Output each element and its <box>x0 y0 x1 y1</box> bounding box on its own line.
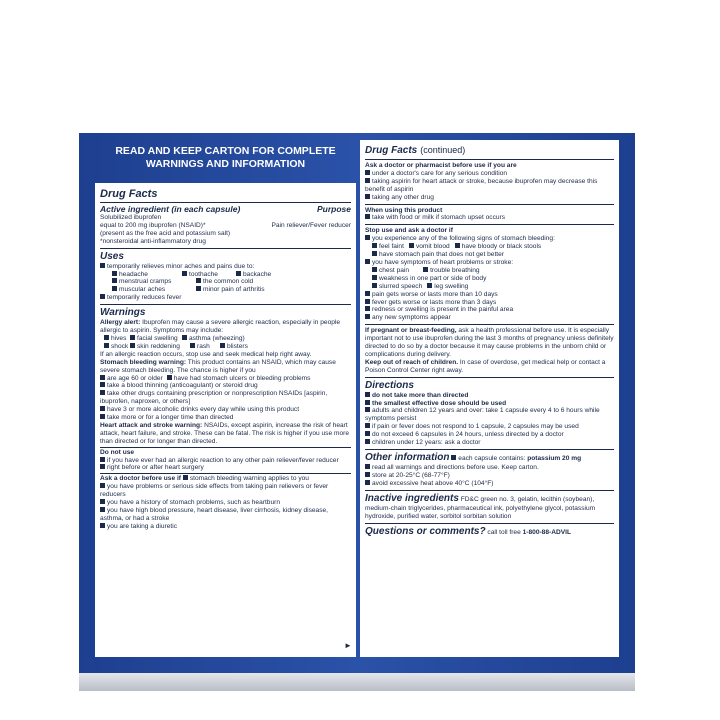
bullet-icon <box>365 431 370 436</box>
drug-facts-left-panel <box>95 183 356 657</box>
list-item: chest pain <box>379 266 410 274</box>
list-item: right before or after heart surgery <box>107 464 204 472</box>
stop-intro: you experience any of the following signs of stomach bleeding: <box>372 235 555 243</box>
heart-intro: you have symptoms of heart problems or stroke: <box>372 258 514 266</box>
bullet-icon <box>365 299 370 304</box>
bullet-icon <box>372 243 377 248</box>
bullet-icon <box>365 314 370 319</box>
when-using-section <box>365 205 614 226</box>
bullet-icon <box>365 407 370 412</box>
bullet-icon <box>451 455 456 460</box>
bullet-icon <box>365 291 370 296</box>
list-item: asthma (wheezing) <box>189 334 245 342</box>
bullet-icon <box>372 283 377 288</box>
uses-section <box>100 249 351 306</box>
potassium-label: each capsule contains: <box>458 455 526 462</box>
list-item: store at 20-25°C (68-77°F) <box>372 471 450 479</box>
bullet-icon <box>182 271 187 276</box>
bullet-icon <box>365 439 370 444</box>
bullet-icon <box>220 343 225 348</box>
list-item: have bloody or black stools <box>461 243 542 251</box>
list-item: leg swelling <box>434 282 469 290</box>
pregnancy-text: ask a health professional before use. It is especially important not to use ibuprofen during the last 3 months of pregnancy unless definitely directed to do so by a doctor because it may cause problems in the unborn child or complications during delivery. <box>365 327 614 358</box>
list-item: any new symptoms appear <box>372 314 451 322</box>
active-ingredient-heading: Active ingredient (in each capsule) <box>100 204 241 214</box>
questions-title: Questions or comments? <box>365 525 486 537</box>
other-information-title: Other information <box>365 452 450 463</box>
bullet-icon <box>409 243 414 248</box>
list-item: adults and children 12 years and over: take 1 capsule every 4 to 6 hours while symptoms persist <box>365 407 600 423</box>
list-item: are age 60 or older <box>107 374 163 382</box>
bullet-icon <box>100 414 105 419</box>
ask-doctor-label: Ask a doctor before use if <box>100 475 181 483</box>
bullet-icon <box>236 271 241 276</box>
bullet-icon <box>100 382 105 387</box>
stomach-text: This product contains an NSAID, which may cause severe stomach bleeding. The chance is higher if you <box>100 358 336 374</box>
list-item: if pain or fever does not respond to 1 capsule, 2 capsules may be used <box>372 423 579 431</box>
bullet-icon <box>365 392 370 397</box>
drug-facts-right-panel <box>360 140 619 657</box>
list-item: headache <box>119 270 148 278</box>
list-item: feel faint <box>379 243 404 251</box>
bullet-icon <box>112 278 117 283</box>
list-item: children under 12 years: ask a doctor <box>372 439 481 447</box>
list-item: have stomach pain that does not get better <box>379 251 504 259</box>
pregnancy-section <box>365 325 614 377</box>
drug-facts-continued-title: Drug Facts <box>365 145 418 156</box>
other-information-section <box>365 450 614 491</box>
bullet-icon <box>130 335 135 340</box>
active-ingredient-section <box>100 186 351 249</box>
bullet-icon <box>190 343 195 348</box>
list-item: the smallest effective dose should be used <box>372 399 507 407</box>
bullet-icon <box>455 243 460 248</box>
bullet-icon <box>167 375 172 380</box>
bullet-icon <box>196 278 201 283</box>
bullet-icon <box>365 306 370 311</box>
list-item: avoid excessive heat above 40°C (104°F) <box>372 479 494 487</box>
potassium-value: potassium 20 mg <box>527 455 582 462</box>
bullet-icon <box>183 475 188 480</box>
list-item: vomit blood <box>415 243 450 251</box>
stop-use-section <box>365 225 614 325</box>
keep-out-label: Keep out of reach of children. <box>365 358 459 366</box>
allergy-after: If an allergic reaction occurs, stop use and seek medical help right away. <box>100 350 312 358</box>
list-item: have 3 or more alcoholic drinks every day while using this product <box>107 406 300 414</box>
bullet-icon <box>365 464 370 469</box>
bullet-icon <box>427 283 432 288</box>
inactive-text: FD&C green no. 3, gelatin, lecithin (soybean), medium-chain triglycerides, pharmaceutical ink, polyethylene glycol, potassium hydroxide, purified water, sorbitol sorbitan solution <box>365 495 596 520</box>
list-item: facial swelling <box>137 334 178 342</box>
list-item: you have problems or serious side effects from taking pain relievers or fever reducers <box>100 483 329 499</box>
active-line: Solubilized ibuprofen <box>100 214 162 221</box>
list-item: under a doctor's care for any serious condition <box>372 169 508 177</box>
questions-text: call toll free <box>487 528 521 536</box>
list-item: menstrual cramps <box>119 278 172 286</box>
warnings-title: Warnings <box>100 307 146 319</box>
list-item: take more or for a longer time than directed <box>107 414 234 422</box>
questions-section <box>365 524 614 540</box>
list-item: do not take more than directed <box>372 391 469 399</box>
list-item: taking aspirin for heart attack or stroke, because ibuprofen may decrease this benefit of aspirin <box>365 177 598 193</box>
list-item: trouble breathing <box>430 266 480 274</box>
bullet-icon <box>100 483 105 488</box>
bullet-icon <box>100 294 105 299</box>
active-purpose: Pain reliever/Fever reducer <box>271 221 351 229</box>
bullet-icon <box>372 275 377 280</box>
bullet-icon <box>104 343 109 348</box>
list-item: backache <box>243 270 272 278</box>
bullet-icon <box>365 214 370 219</box>
list-item: take with food or milk if stomach upset occurs <box>372 214 506 222</box>
list-item: do not exceed 6 capsules in 24 hours, unless directed by a doctor <box>372 431 564 439</box>
uses-fever: temporarily reduces fever <box>107 294 182 302</box>
bullet-icon <box>365 235 370 240</box>
list-item: minor pain of arthritis <box>203 286 265 294</box>
directions-title: Directions <box>365 379 414 391</box>
header-line1: READ AND KEEP CARTON FOR COMPLETE <box>115 145 336 157</box>
list-item: you are taking a diuretic <box>107 522 178 530</box>
list-item: pain gets worse or lasts more than 10 days <box>372 290 498 298</box>
list-item: slurred speech <box>379 282 423 290</box>
bullet-icon <box>365 178 370 183</box>
heart-text: NSAIDs, except aspirin, increase the risk of heart attack, heart failure, and stroke. These can be fatal. The risk is higher if you use more than directed or for longer than directed. <box>100 421 349 445</box>
ask-pharmacist-section <box>365 160 614 205</box>
continued-header <box>365 143 614 160</box>
active-line: *nonsteroidal anti-inflammatory drug <box>100 237 206 245</box>
list-item: shock <box>111 342 129 350</box>
continue-arrow-icon: ► <box>344 641 352 650</box>
list-item: hives <box>111 334 127 342</box>
stop-use-label: Stop use and ask a doctor if <box>365 227 453 235</box>
bullet-icon <box>100 499 105 504</box>
bullet-icon <box>372 267 377 272</box>
header-line2: WARNINGS AND INFORMATION <box>145 158 306 170</box>
ask-pharmacist-label: Ask a doctor or pharmacist before use if you are <box>365 162 517 169</box>
bullet-icon <box>365 170 370 175</box>
bullet-icon <box>100 507 105 512</box>
allergy-text: Ibuprofen may cause a severe allergic reaction, especially in people allergic to aspirin. Symptoms may include: <box>100 319 341 335</box>
purpose-heading: Purpose <box>316 204 351 214</box>
bullet-icon <box>365 259 370 264</box>
questions-phone: 1-800-88-ADVIL <box>522 528 571 536</box>
bullet-icon <box>196 286 201 291</box>
inactive-ingredients-section <box>365 491 614 524</box>
list-item: skin reddening <box>137 342 180 350</box>
bullet-icon <box>365 194 370 199</box>
bullet-icon <box>100 390 105 395</box>
list-item: you have a history of stomach problems, such as heartburn <box>107 499 280 507</box>
list-item: read all warnings and directions before use. Keep carton. <box>372 464 539 471</box>
carton-bottom-edge <box>79 673 635 691</box>
uses-title: Uses <box>100 250 124 262</box>
bullet-icon <box>365 480 370 485</box>
bullet-icon <box>112 271 117 276</box>
pregnancy-label: If pregnant or breast-feeding, <box>365 327 457 335</box>
list-item: toothache <box>189 270 218 278</box>
bullet-icon <box>365 423 370 428</box>
list-item: the common cold <box>203 278 254 286</box>
inactive-title: Inactive ingredients <box>365 492 459 504</box>
list-item: taking any other drug <box>372 193 434 201</box>
warnings-section <box>100 305 351 533</box>
bullet-icon <box>182 335 187 340</box>
list-item: take other drugs containing prescription or nonprescription NSAIDs [aspirin, ibuprofen, naproxen, or others] <box>100 390 328 406</box>
drug-facts-title: Drug Facts <box>100 188 158 200</box>
bullet-icon <box>100 464 105 469</box>
active-equal: equal to 200 mg ibuprofen (NSAID)* <box>100 221 206 229</box>
list-item: stomach bleeding warning applies to you <box>189 475 309 483</box>
active-line: (present as the free acid and potassium salt) <box>100 229 231 237</box>
bullet-icon <box>100 263 105 268</box>
list-item: redness or swelling is present in the painful area <box>372 306 514 314</box>
uses-intro: temporarily relieves minor aches and pains due to: <box>107 262 255 270</box>
bullet-icon <box>100 523 105 528</box>
directions-section <box>365 378 614 450</box>
bullet-icon <box>100 457 105 462</box>
list-item: fever gets worse or lasts more than 3 days <box>372 298 497 306</box>
heart-label: Heart attack and stroke warning: <box>100 421 203 429</box>
list-item: rash <box>197 342 210 350</box>
list-item: weakness in one part or side of body <box>379 274 487 282</box>
list-item: if you have ever had an allergic reaction to any other pain reliever/fever reducer <box>107 456 339 464</box>
carton-header <box>95 142 356 180</box>
list-item: have had stomach ulcers or bleeding problems <box>173 374 311 382</box>
bullet-icon <box>100 375 105 380</box>
list-item: blisters <box>227 342 248 350</box>
bullet-icon <box>365 472 370 477</box>
when-using-label: When using this product <box>365 206 443 214</box>
list-item: muscular aches <box>119 286 166 294</box>
keep-out-text: In case of overdose, get medical help or contact a Poison Control Center right away. <box>365 358 606 374</box>
bullet-icon <box>423 267 428 272</box>
bullet-icon <box>112 286 117 291</box>
bullet-icon <box>130 343 135 348</box>
list-item: you have high blood pressure, heart disease, liver cirrhosis, kidney disease, asthma, or had a stroke <box>100 507 329 522</box>
continued-suffix: (continued) <box>420 145 466 155</box>
stomach-label: Stomach bleeding warning: <box>100 358 187 366</box>
bullet-icon <box>100 406 105 411</box>
list-item: take a blood thinning (anticoagulant) or steroid drug <box>107 382 258 390</box>
bullet-icon <box>372 251 377 256</box>
bullet-icon <box>104 335 109 340</box>
allergy-label: Allergy alert: <box>100 319 141 327</box>
do-not-use-label: Do not use <box>100 448 135 456</box>
bullet-icon <box>365 400 370 405</box>
